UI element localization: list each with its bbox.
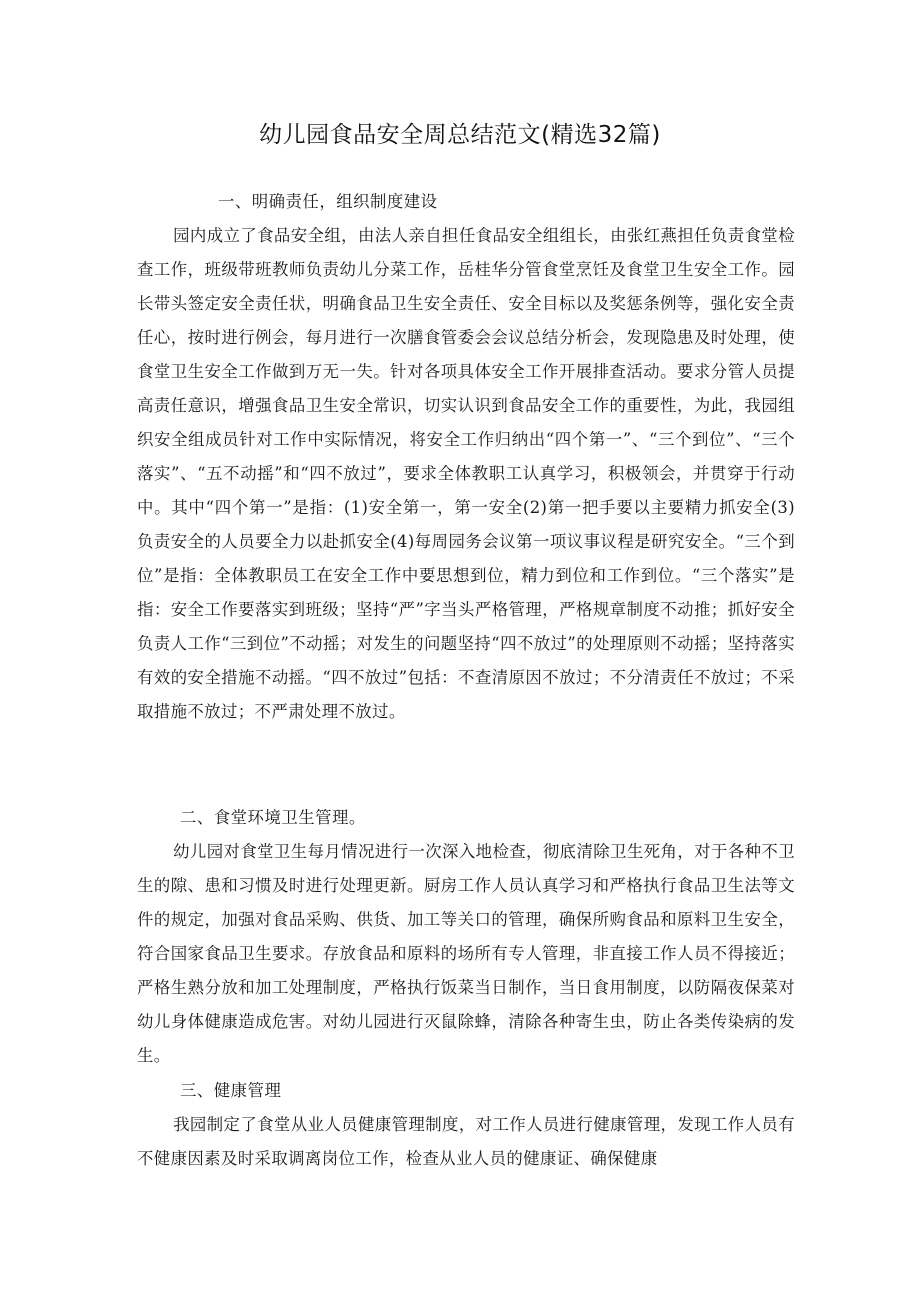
paragraph-2: 幼儿园对食堂卫生每月情况进行一次深入地检查，彻底清除卫生死角，对于各种不卫生的隙、患和习惯及时进行处理更新。厨房工作人员认真学习和严格执行食品卫生法等文件的规定，加强对食品采购、供货、加工等关口的管理，确保所购食品和原料卫生安全，符合国家食品卫生要求。存放食品和原料的场所有专人管理，非直接工作人员不得接近；严格生熟分放和加工处理制度，严格执行饭菜当日制作，当日食用制度，以防隔夜保菜对幼儿身体健康造成危害。对幼儿园进行灭鼠除蜂，清除各种寄生虫，防止各类传染病的发生。 [137,842,795,1065]
section-heading-3: 三、健康管理 [180,1081,282,1100]
paragraph-1: 园内成立了食品安全组，由法人亲自担任食品安全组组长，由张红燕担任负责食堂检查工作，班级带班教师负责幼儿分菜工作，岳桂华分管食堂烹饪及食堂卫生安全工作。园长带头签定安全责任状，明确食品卫生安全责任、安全目标以及奖惩条例等，强化安全责任心，按时进行例会，每月进行一次膳食管委会会议总结分析会，发现隐患及时处理，使食堂卫生安全工作做到万无一失。针对各项具体安全工作开展排查活动。要求分管人员提高责任意识，增强食品卫生安全常识，切实认识到食品安全工作的重要性，为此，我园组织安全组成员针对工作中实际情况，将安全工作归纳出“四个第一”、“三个到位”、“三个落实”、“五不动摇”和“四不放过”，要求全体教职工认真学习，积极领会，并贯穿于行动中。其中“四个第一”是指：(1)安全第一，第一安全(2)第一把手要以主要精力抓安全(3)负责安全的人员要全力以赴抓安全(4)每周园务会议第一项议事议程是研究安全。“三个到位”是指：全体教职员工在安全工作中要思想到位，精力到位和工作到位。“三个落实”是指：安全工作要落实到班级；坚持“严”字当头严格管理，严格规章制度不动推；抓好安全负责人工作“三到位”不动摇；对发生的问题坚持“四不放过”的处理原则不动摇；坚持落实有效的安全措施不动摇。“四不放过”包括：不查清原因不放过；不分清责任不放过；不采取措施不放过；不严肃处理不放过。 [137,226,795,721]
section-body-3 [137,1108,795,1176]
section-body-2 [137,835,795,1073]
section-heading-2: 二、食堂环境卫生管理。 [180,808,366,827]
paragraph-3: 我园制定了食堂从业人员健康管理制度，对工作人员进行健康管理，发现工作人员有不健康因素及时采取调离岗位工作，检查从业人员的健康证、确保健康 [137,1115,795,1168]
document-title: 幼儿园食品安全周总结范文(精选32篇) [259,122,661,148]
section-body-1 [137,219,795,729]
section-heading-1: 一、明确责任，组织制度建设 [218,192,438,211]
